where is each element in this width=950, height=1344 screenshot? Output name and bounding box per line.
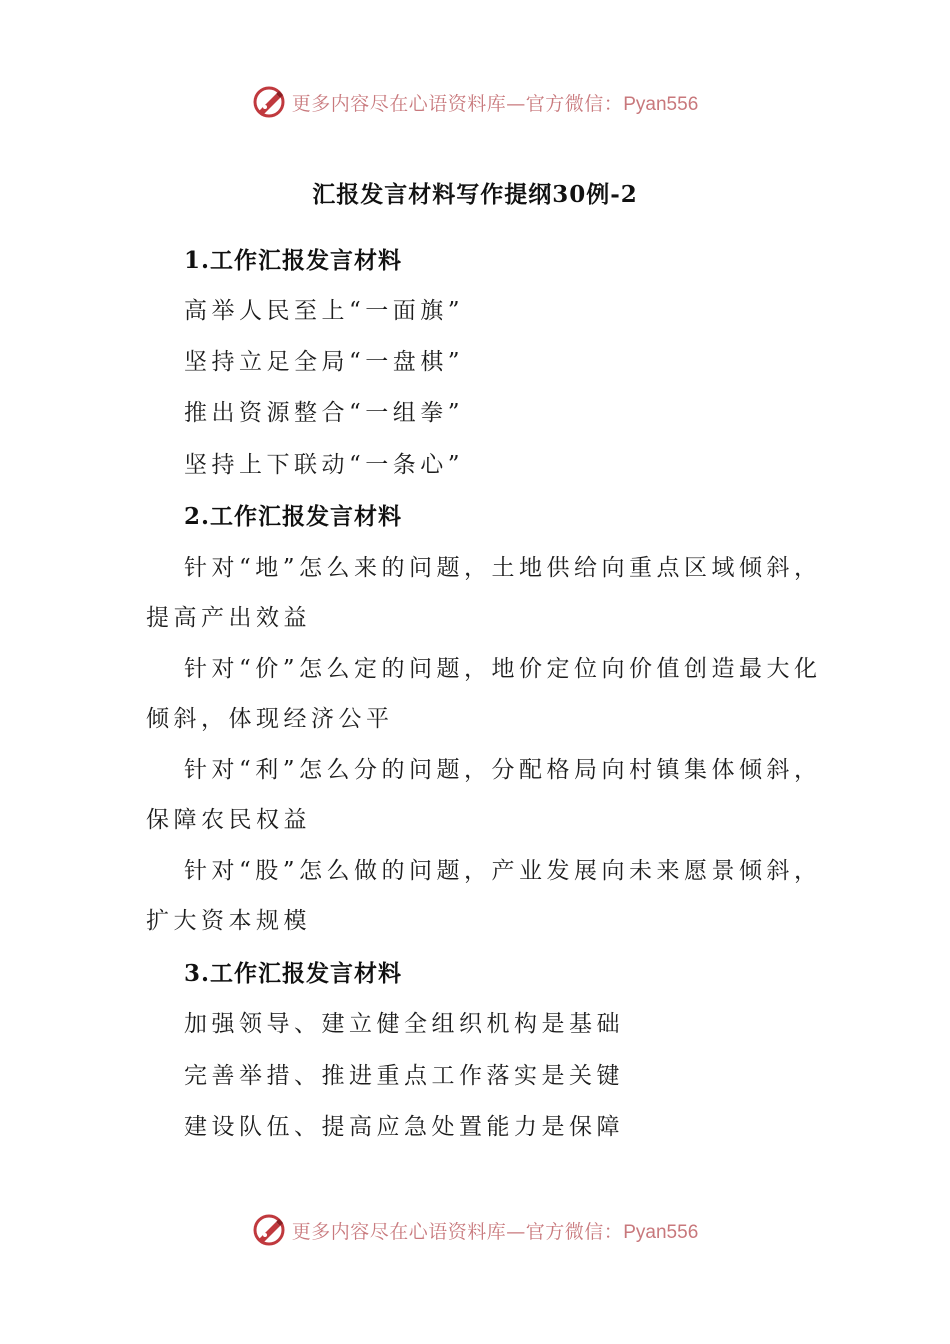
header-banner bbox=[0, 82, 950, 122]
list-item: 建设队伍、提高应急处置能力是保障 bbox=[184, 1114, 624, 1140]
pen-logo-icon bbox=[252, 85, 286, 119]
document-title: 汇报发言材料写作提纲30例-2 bbox=[312, 181, 638, 208]
section-heading: 2.工作汇报发言材料 bbox=[184, 503, 403, 530]
list-item: 完善举措、推进重点工作落实是关键 bbox=[184, 1063, 624, 1089]
list-item: 坚持上下联动“一条心” bbox=[184, 452, 465, 478]
list-item: 高举人民至上“一面旗” bbox=[184, 298, 465, 324]
paragraph-line: 针对“价”怎么定的问题，地价定位向价值创造最大化 bbox=[184, 656, 822, 682]
pen-logo-icon bbox=[252, 1213, 286, 1247]
banner-label: 更多内容尽在心语资料库—官方微信：Pyan556 bbox=[291, 1220, 699, 1243]
wechat-handle: Pyan556 bbox=[623, 1221, 699, 1243]
paragraph-line: 保障农民权益 bbox=[146, 807, 311, 833]
paragraph-line: 倾斜，体现经济公平 bbox=[146, 706, 394, 732]
list-item: 加强领导、建立健全组织机构是基础 bbox=[184, 1011, 624, 1037]
banner-label: 更多内容尽在心语资料库—官方微信：Pyan556 bbox=[291, 92, 699, 115]
paragraph-line: 针对“利”怎么分的问题，分配格局向村镇集体倾斜， bbox=[184, 757, 822, 783]
paragraph-line: 扩大资本规模 bbox=[146, 908, 311, 934]
wechat-handle: Pyan556 bbox=[623, 93, 699, 115]
list-item: 推出资源整合“一组拳” bbox=[184, 400, 465, 426]
section-heading: 1.工作汇报发言材料 bbox=[184, 247, 403, 274]
paragraph-line: 针对“地”怎么来的问题，土地供给向重点区域倾斜， bbox=[184, 555, 822, 581]
paragraph-line: 提高产出效益 bbox=[146, 605, 311, 631]
paragraph-line: 针对“股”怎么做的问题，产业发展向未来愿景倾斜， bbox=[184, 858, 822, 884]
footer-banner bbox=[0, 1210, 950, 1250]
list-item: 坚持立足全局“一盘棋” bbox=[184, 349, 465, 375]
section-heading: 3.工作汇报发言材料 bbox=[184, 960, 403, 987]
